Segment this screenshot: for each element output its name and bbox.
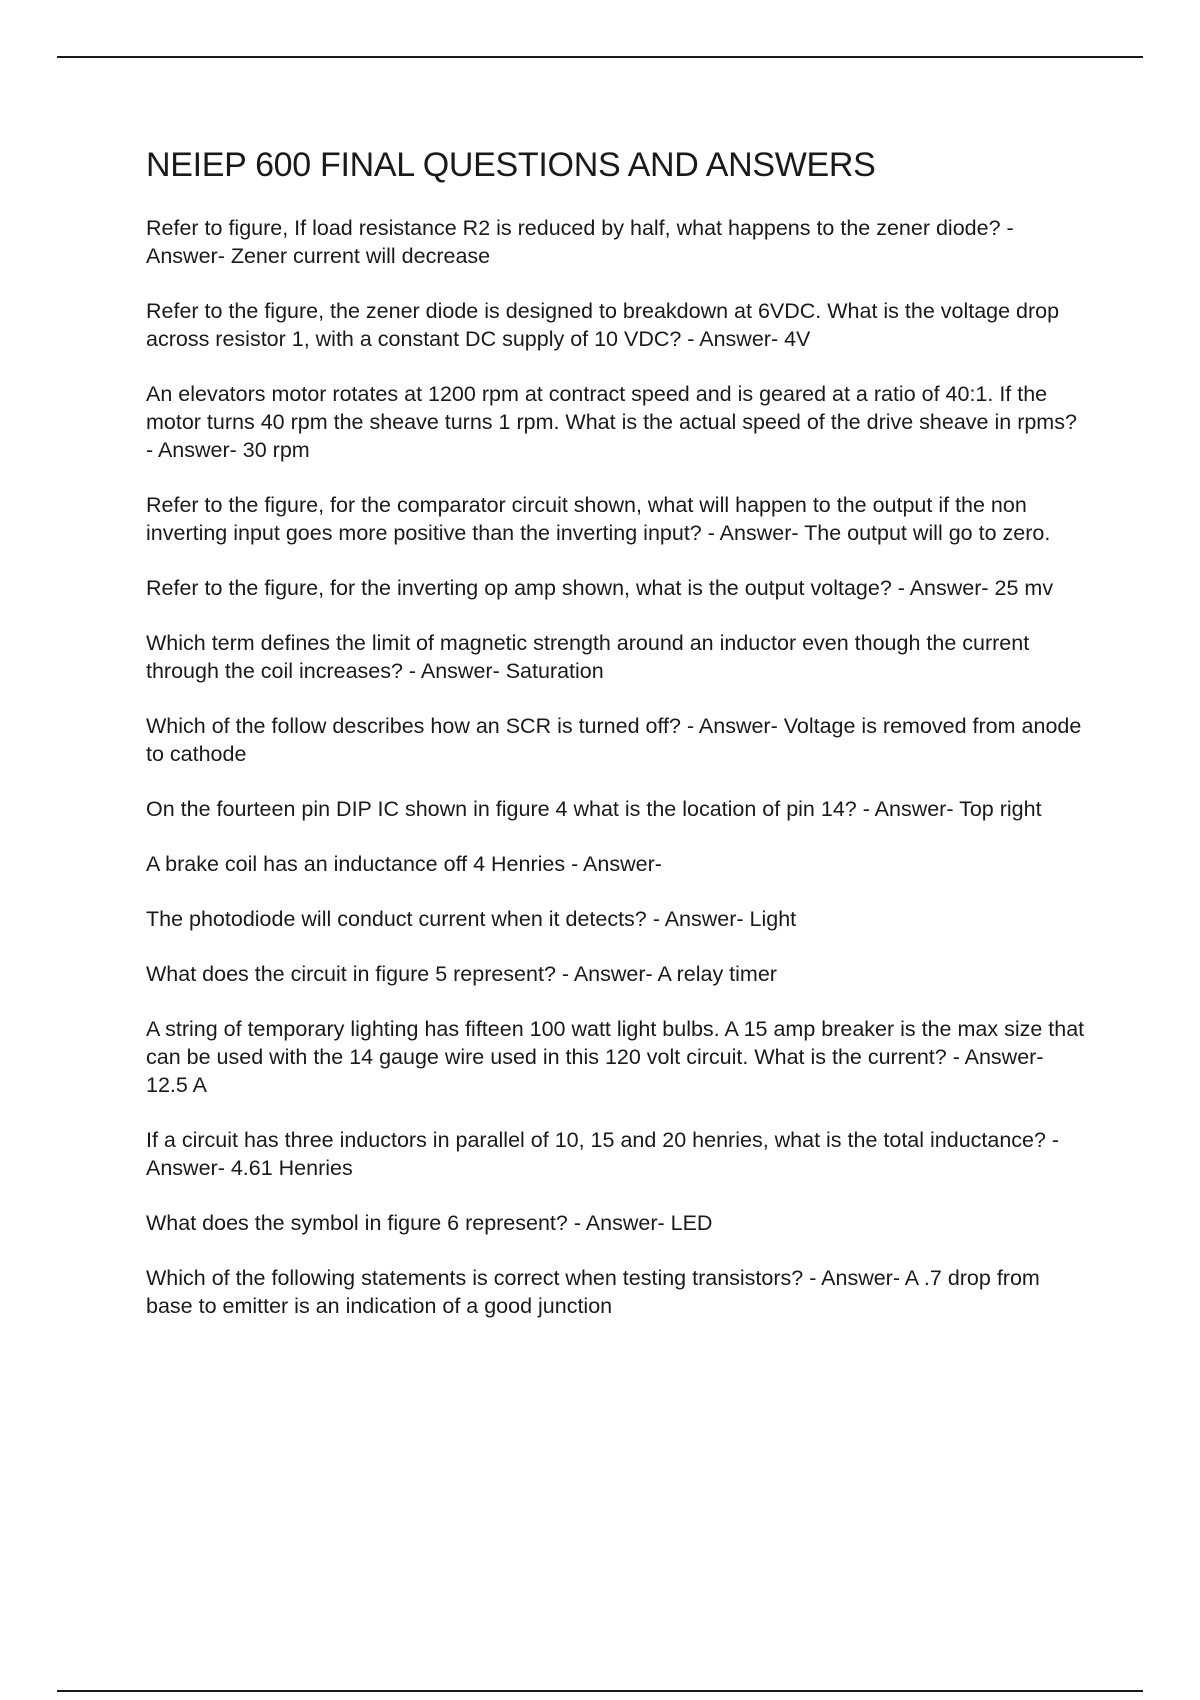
qa-item-9: A brake coil has an inductance off 4 Henries - Answer-: [146, 852, 662, 876]
qa-item-5: Refer to the figure, for the inverting op amp shown, what is the output voltage? - Answer- 25 mv: [146, 576, 1054, 600]
page-title: NEIEP 600 FINAL QUESTIONS AND ANSWERS: [146, 146, 876, 184]
qa-item-7: Which of the follow describes how an SCR is turned off? - Answer- Voltage is removed from anode to cathode: [146, 714, 1082, 766]
top-divider: [57, 56, 1143, 58]
qa-item-10: The photodiode will conduct current when it detects? - Answer- Light: [146, 907, 797, 931]
qa-item-15: Which of the following statements is correct when testing transistors? - Answer- A .7 drop from base to emitter is an indication of a good junction: [146, 1266, 1040, 1318]
qa-item-12: A string of temporary lighting has fifteen 100 watt light bulbs. A 15 amp breaker is the max size that can be used with the 14 gauge wire used in this 120 volt circuit. What is the current? - Answer- 12.5 A: [146, 1017, 1085, 1097]
bottom-divider: [57, 1690, 1143, 1692]
qa-item-3: An elevators motor rotates at 1200 rpm at contract speed and is geared at a ratio of 40:1. If the motor turns 40 rpm the sheave turns 1 rpm. What is the actual speed of the drive sheave in rpms? - Answer- 30 rpm: [146, 382, 1077, 462]
qa-item-4: Refer to the figure, for the comparator circuit shown, what will happen to the output if the non inverting input goes more positive than the inverting input? - Answer- The output will go to zero.: [146, 493, 1051, 545]
qa-list: [146, 214, 1086, 1347]
qa-item-11: What does the circuit in figure 5 represent? - Answer- A relay timer: [146, 962, 777, 986]
qa-item-8: On the fourteen pin DIP IC shown in figure 4 what is the location of pin 14? - Answer- Top right: [146, 797, 1042, 821]
qa-item-14: What does the symbol in figure 6 represent? - Answer- LED: [146, 1211, 713, 1235]
qa-item-6: Which term defines the limit of magnetic strength around an inductor even though the current through the coil increases? - Answer- Saturation: [146, 631, 1030, 683]
qa-item-1: Refer to figure, If load resistance R2 is reduced by half, what happens to the zener diode? - Answer- Zener current will decrease: [146, 216, 1014, 268]
qa-item-2: Refer to the figure, the zener diode is designed to breakdown at 6VDC. What is the voltage drop across resistor 1, with a constant DC supply of 10 VDC? - Answer- 4V: [146, 299, 1060, 351]
qa-item-13: If a circuit has three inductors in parallel of 10, 15 and 20 henries, what is the total inductance? - Answer- 4.61 Henries: [146, 1128, 1060, 1180]
